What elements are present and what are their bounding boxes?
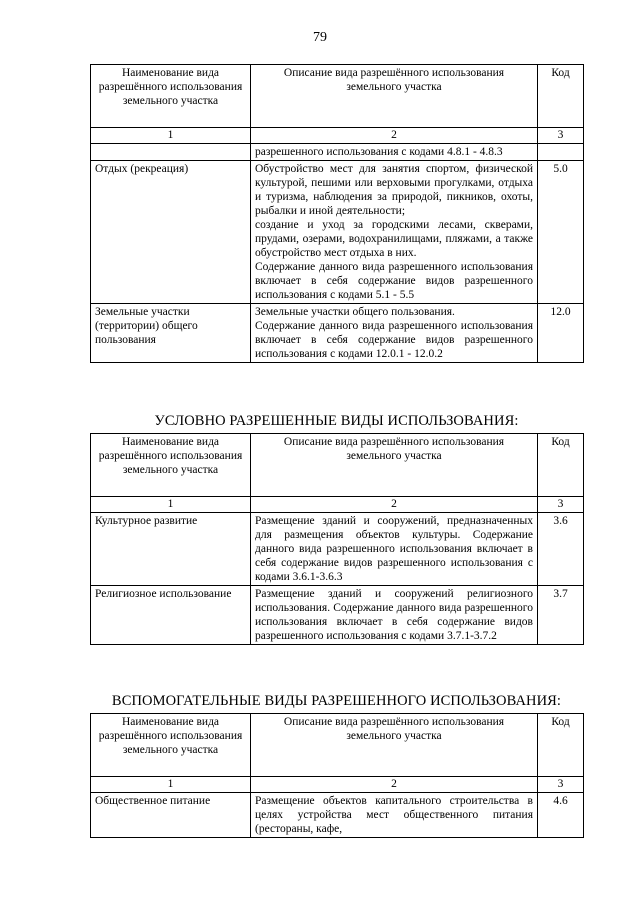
description-paragraph: Содержание данного вида разрешенного использования включает в себя содержание видов разрешенного использования с кодами 5.1 - 5.5 [255,261,533,301]
description-paragraph: Обустройство мест для занятия спортом, физической культурой, пешими или верховыми прогулками, отдыха и туризма, наблюдения за природой, пикников, охоты, рыбалки и иной деятельности; [255,163,533,217]
land-use-table-main [90,64,584,363]
row-description [251,586,538,645]
row-description [251,793,538,838]
column-number-row [91,128,584,144]
continuation-text: разрешенного использования с кодами 4.8.1 - 4.8.3 [251,144,538,161]
land-use-table-conditional [90,433,584,645]
column-number: 3 [538,497,584,513]
row-code: 3.6 [538,513,584,586]
header-name: Наименование вида разрешённого использования земельного участка [91,65,251,128]
header-name: Наименование вида разрешённого использования земельного участка [91,714,251,777]
row-description [251,304,538,363]
header-description: Описание вида разрешённого использования земельного участка [251,65,538,128]
column-number-row [91,497,584,513]
column-number-row [91,777,584,793]
table-row [91,793,584,838]
column-number: 3 [538,128,584,144]
table-row [91,513,584,586]
description-paragraph: Размещение объектов капитального строительства в целях устройства мест общественного питания (рестораны, кафе, [255,795,533,835]
description-paragraph: Содержание данного вида разрешенного использования включает в себя содержание видов разрешенного использования с кодами 12.0.1 - 12.0.2 [255,320,533,360]
row-code: 5.0 [538,161,584,304]
row-name: Религиозное использование [91,586,251,645]
column-number: 3 [538,777,584,793]
column-number: 1 [91,128,251,144]
description-paragraph: создание и уход за городскими лесами, скверами, прудами, озерами, водохранилищами, пляжами, а также обустройство мест отдыха в них. [255,219,533,259]
table-header-row [91,714,584,777]
table-row [91,586,584,645]
row-name: Отдых (рекреация) [91,161,251,304]
column-number: 1 [91,777,251,793]
table-row-continuation [91,144,584,161]
table-header-row [91,434,584,497]
column-number: 2 [251,777,538,793]
header-code: Код [538,65,584,128]
column-number: 1 [91,497,251,513]
column-number: 2 [251,128,538,144]
section-title-conditional: УСЛОВНО РАЗРЕШЕННЫЕ ВИДЫ ИСПОЛЬЗОВАНИЯ: [154,413,519,429]
header-code: Код [538,714,584,777]
description-paragraph: Размещение зданий и сооружений религиозного использования. Содержание данного вида разрешенного использования включает в себя содержание видов разрешенного использования с кодами 3.7.1-3.7.2 [255,588,533,642]
header-name: Наименование вида разрешённого использования земельного участка [91,434,251,497]
table-row [91,161,584,304]
header-description: Описание вида разрешённого использования земельного участка [251,434,538,497]
header-code: Код [538,434,584,497]
column-number: 2 [251,497,538,513]
page-number: 79 [313,30,327,45]
land-use-table-auxiliary [90,713,584,838]
row-code: 4.6 [538,793,584,838]
row-code: 3.7 [538,586,584,645]
description-paragraph: Размещение зданий и сооружений, предназначенных для размещения объектов культуры. Содержание данного вида разрешенного использования включает в себя содержание видов разрешенного использования с кодами 3.6.1-3.6.3 [255,515,533,583]
table-row [91,304,584,363]
header-description: Описание вида разрешённого использования земельного участка [251,714,538,777]
row-name: Культурное развитие [91,513,251,586]
row-name: Земельные участки (территории) общего пользования [91,304,251,363]
description-paragraph: Земельные участки общего пользования. [255,306,455,318]
row-description [251,513,538,586]
row-description [251,161,538,304]
row-code: 12.0 [538,304,584,363]
row-name: Общественное питание [91,793,251,838]
section-title-auxiliary: ВСПОМОГАТЕЛЬНЫЕ ВИДЫ РАЗРЕШЕННОГО ИСПОЛЬЗОВАНИЯ: [111,693,562,709]
table-header-row [91,65,584,128]
